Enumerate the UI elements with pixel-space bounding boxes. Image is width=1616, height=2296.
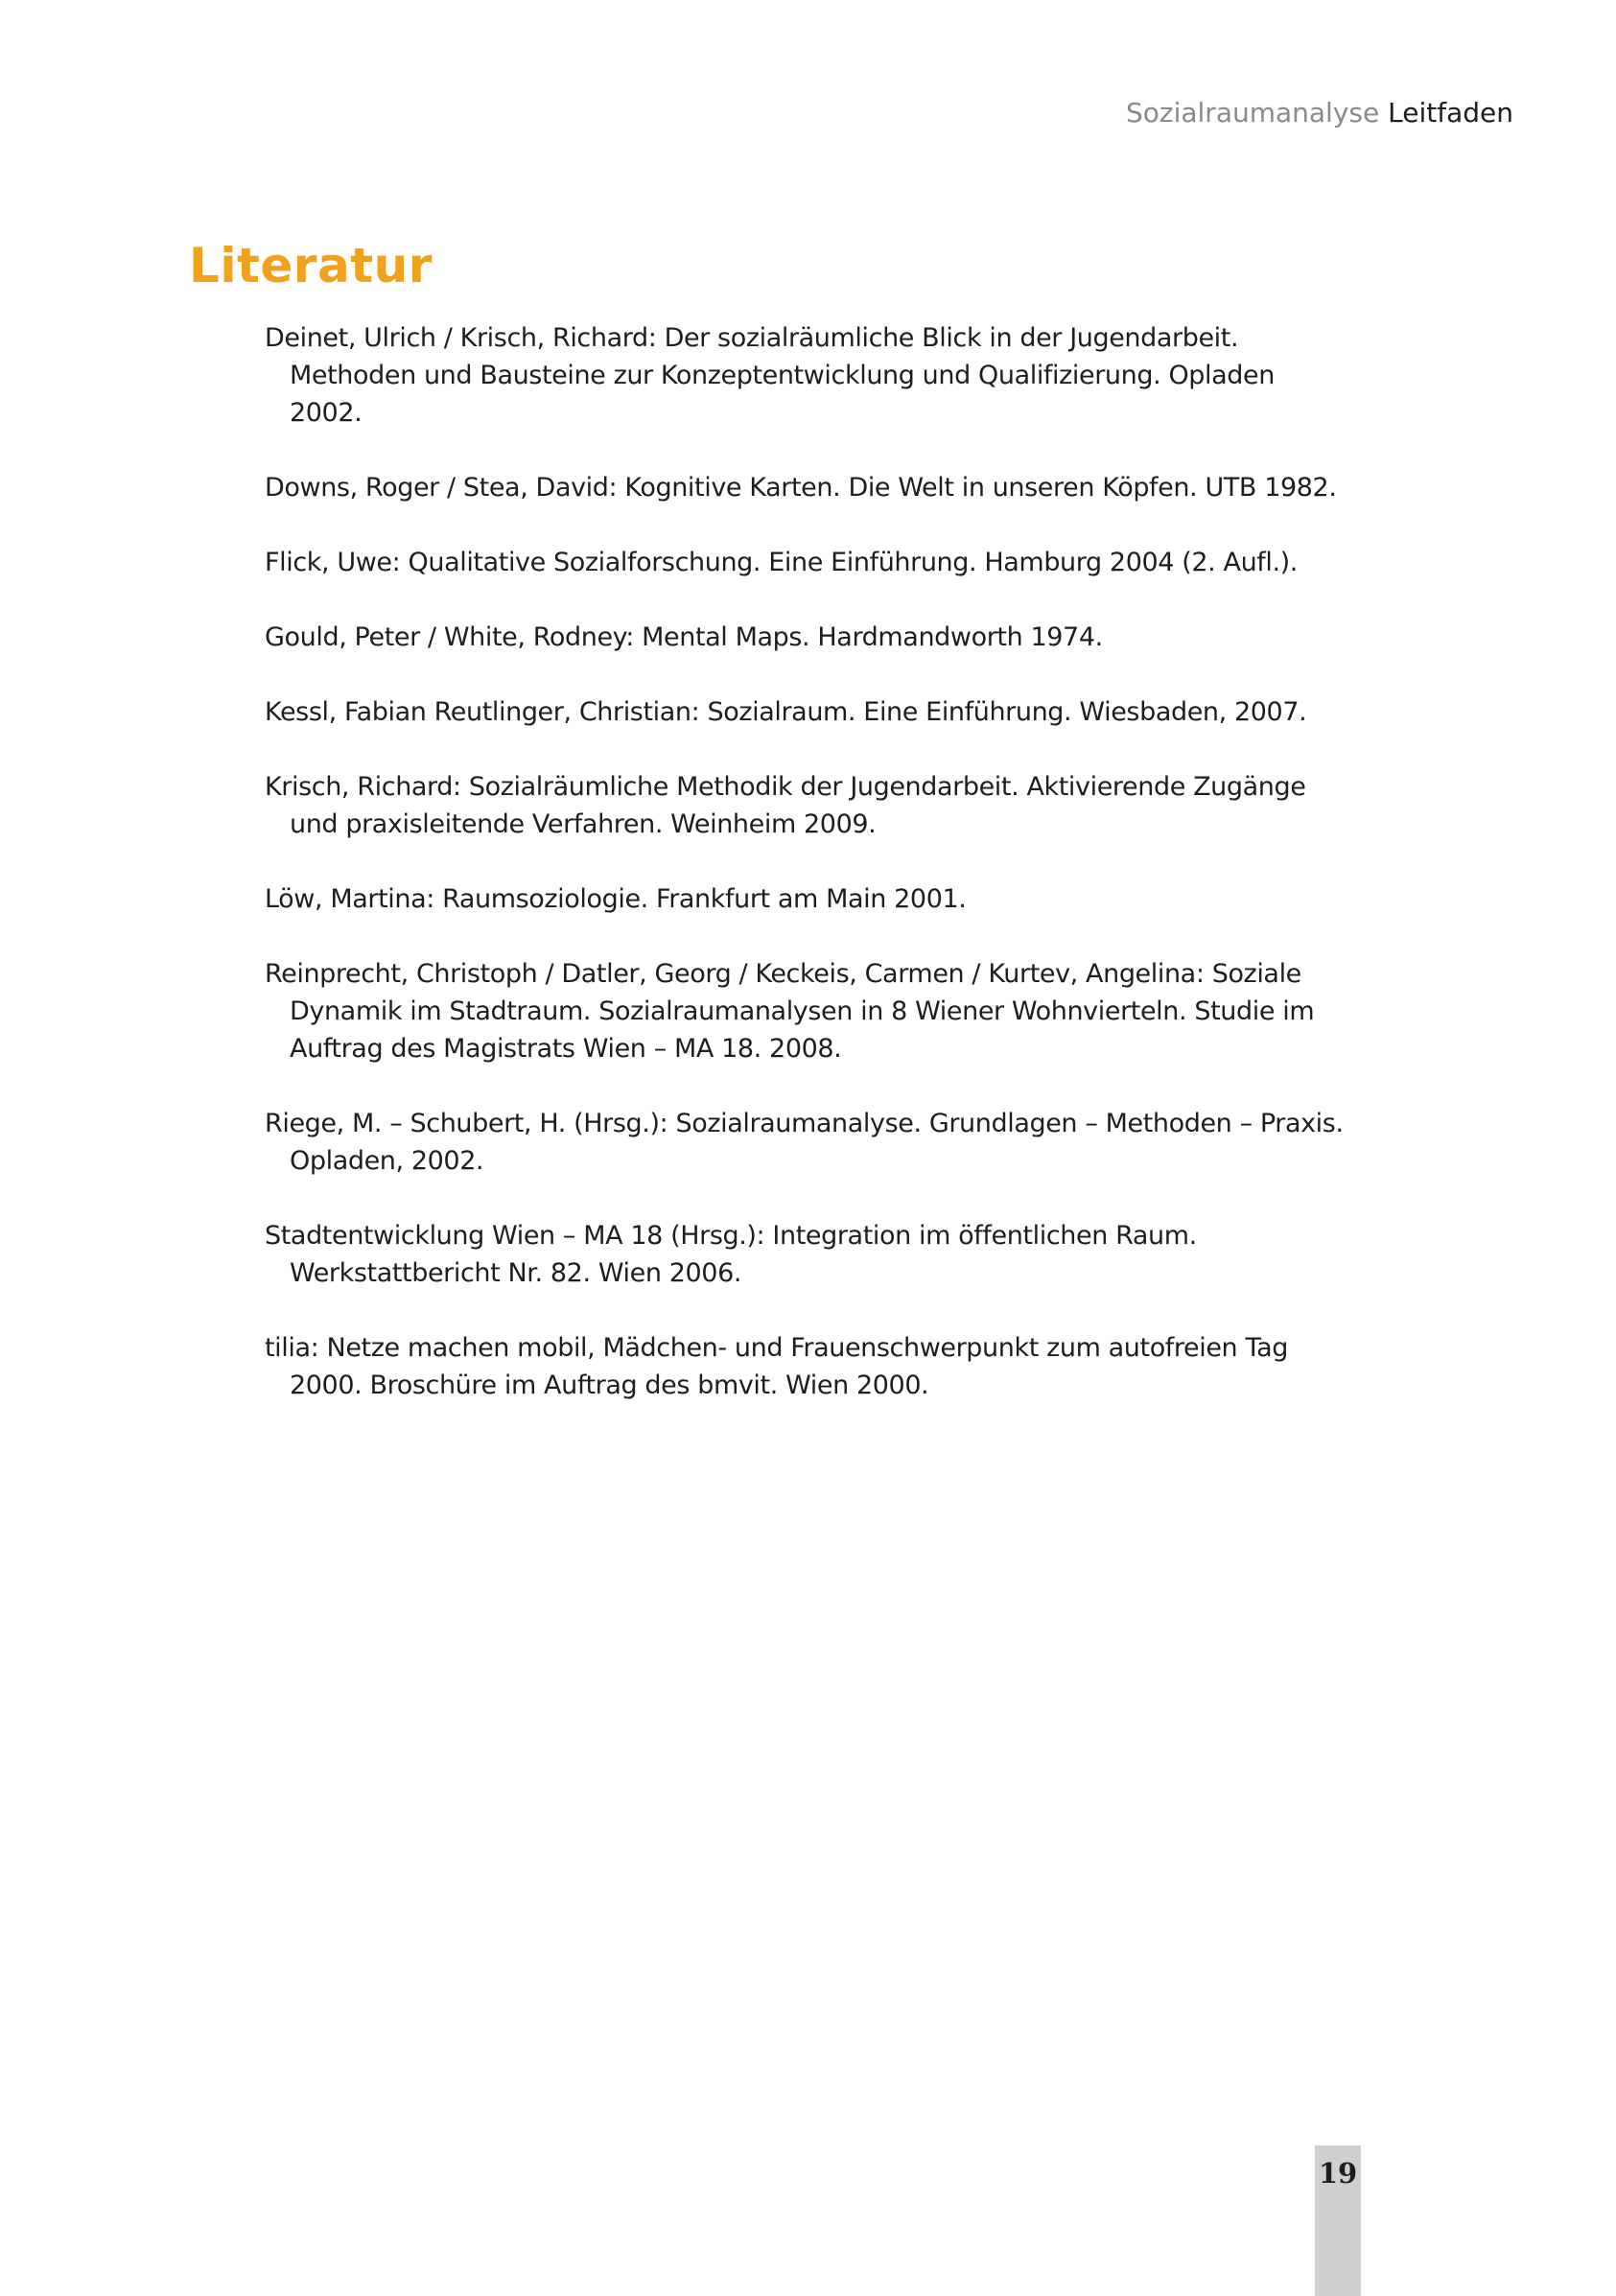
reference-entry: Stadtentwicklung Wien – MA 18 (Hrsg.): Integration im öffentlichen Raum. Werkstattbericht Nr. 82. Wien 2006. xyxy=(265,1221,1197,1288)
section-title: Literatur xyxy=(189,238,433,293)
reference-entry: Downs, Roger / Stea, David: Kognitive Karten. Die Welt in unseren Köpfen. UTB 1982. xyxy=(265,473,1337,503)
reference-entry: Deinet, Ulrich / Krisch, Richard: Der sozialräumliche Blick in der Jugendarbeit. Methoden und Bausteine zur Konzeptentwicklung und Qualifizierung. Opladen 2002. xyxy=(265,323,1275,428)
document-title: Sozialraumanalyse xyxy=(1125,97,1380,129)
reference-entry: Flick, Uwe: Qualitative Sozialforschung. Eine Einführung. Hamburg 2004 (2. Aufl.). xyxy=(265,548,1298,577)
reference-entry: Riege, M. – Schubert, H. (Hrsg.): Sozialraumanalyse. Grundlagen – Methoden – Praxis. Opladen, 2002. xyxy=(265,1109,1344,1176)
page-number-tab xyxy=(1315,2145,1361,2296)
reference-entry: Reinprecht, Christoph / Datler, Georg / Keckeis, Carmen / Kurtev, Angelina: Soziale Dynamik im Stadtraum. Sozialraumanalysen in 8 Wiener Wohnvierteln. Studie im Auftrag des Magistrats Wien – MA 18. 2008. xyxy=(265,959,1315,1064)
running-header xyxy=(1126,97,1513,129)
reference-entry: tilia: Netze machen mobil, Mädchen- und Frauenschwerpunkt zum autofreien Tag 2000. Broschüre im Auftrag des bmvit. Wien 2000. xyxy=(265,1333,1288,1400)
reference-entry: Krisch, Richard: Sozialräumliche Methodik der Jugendarbeit. Aktivierende Zugänge und praxisleitende Verfahren. Weinheim 2009. xyxy=(265,772,1306,839)
document-subtitle: Leitfaden xyxy=(1388,97,1513,129)
reference-entry: Gould, Peter / White, Rodney: Mental Maps. Hardmandworth 1974. xyxy=(265,622,1103,652)
reference-entry: Löw, Martina: Raumsoziologie. Frankfurt am Main 2001. xyxy=(265,884,967,914)
reference-list xyxy=(265,319,1348,1441)
page-number: 19 xyxy=(1318,2157,1358,2190)
reference-entry: Kessl, Fabian Reutlinger, Christian: Sozialraum. Eine Einführung. Wiesbaden, 2007. xyxy=(265,697,1307,727)
